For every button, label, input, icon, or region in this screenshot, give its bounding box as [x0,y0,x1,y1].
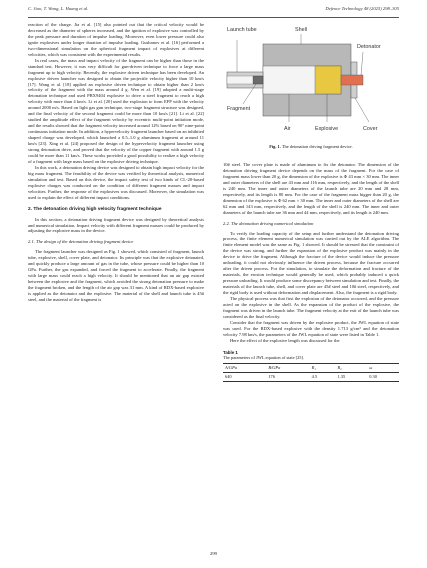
label-detonator: Detonator [357,44,381,50]
page-number: 299 [210,551,217,556]
figure-1 [223,22,399,157]
paragraph: In this work, a detonation driving device was designed to obtain high impact velocity for the big mass fragment. The feasibility of the device was verified by theoretical analysis, numerical simulation and test. Based on this device, the impact safety test of two kinds of CL-20-based explosive charges was conducted on the condition of different fragment masses and impact velocities. Further, the response of the explosives was discussed. Moreover, the simulation was used to explain the effect of different impact conditions. [28,164,204,200]
header-journal: Defence Technology 48 (2025) 298–305 [325,6,399,11]
paragraph: Consider that the fragment was driven by the explosive product, the JWL equation of state was used. For the RDX-based explosive with the density 1.713 g/cm³ and the detonation velocity 7.98 km/s, the parameters of the JWL equation of state were listed in Table 1. [223,319,399,337]
table-header-cell: R₁ [311,364,316,370]
table-header-cell: R₂ [337,364,342,370]
running-header [28,6,399,16]
leader-line [355,98,369,122]
table-label: Table 1 [223,349,238,355]
right-column [223,162,399,382]
header-authors: C. Jiao, T. Wang, L. Huang et al. [28,6,89,11]
table-header-cell: ω [369,364,373,370]
paragraph: The physical process was that first the explosion of the detonator occurred, and the pressure acted on the explosive in the shell. As the expansion of the product of the explosive, the fragment was driven in the launch tube. The fragment velocity at the exit of the launch tube was considered as the final velocity. [223,296,399,319]
subsection-heading: 2.1. The design of the detonation driving fragment device [28,239,134,245]
paragraph: In real cases, the mass and impact velocity of the fragment can be higher than those in the standard test. However, it was very difficult for gun-driven technique to force a large mass fragment up to high velocity. Recently, the explosive driven technique has been developed. An explosive driven launcher was designed to obtain the projectile velocity higher than 10 km/s [17]. Wang et al. [18] applied an explosive driven technique to obtain higher than 2 km/s velocity of the fragment with the mass around 4 g. Wen et al. [19] adopted a multi-stage detonation technique and used PBX9404 explosive to drive a steel fragment to reach a high velocity with more than 4 km/s. Li et al. [20] used the explosion to form EFP with the velocity around 2000 m/s. Based on light gas gun technique, two-stage fragment structure was designed, and the final velocity of the second fragment could be more than 10 km/s [21]. Li et al. [22] studied the amplitude effect of the fragment velocity by eccentric multi-point initiation mode, and the results showed that the fragment velocity increased around 12% based on 90° nine-point continuous initiation mode. In addition, a hypervelocity fragment launcher based on an inhibited shaped charge was developed, which launched a 0.5–1.0 g aluminum fragment at around 11 km/s [23]. Xing et al. [24] proposed the design of the hypervelocity fragment launcher using strong detonation drive, and proved that the velocity of the copper fragment with around 1.5 g could be more than 11 km/s. These works provided a good possibility to realize a high velocity of a fragment with large mass based on the explosive driving technique. [28,57,204,164]
paragraph: In this section, a detonation driving fragment device was designed by theoretical analysis and numerical simulation. Impact velocity with different fragment masses could be produced by adjusting the explosive mass in the device. [28,216,204,234]
left-column [28,22,204,303]
subsection-heading: 2.2. The detonation driving numerical simulation [223,220,314,226]
fragment-body [253,76,263,84]
detonator-body [341,75,363,85]
leader-line [361,52,363,75]
table-header-cell: A/GPa [225,364,237,370]
table-caption [223,350,399,361]
table-1 [223,350,399,382]
device-diagram [223,22,399,142]
label-launch-tube: Launch tube [227,27,257,33]
table-header-cell: B/GPa [268,364,281,370]
label-explosive: Explosive [315,126,339,132]
explosive-charge [315,66,341,94]
label-air: Air [284,126,291,132]
table-cell: 1.35 [337,373,346,379]
label-shell: Shell [295,27,307,33]
paragraph: 10# steel. The cover plate is made of aluminum to fix the detonator. The dimension of the detonation driving fragment device depends on the mass of the fragment. For the case of fragment mass lower than 20 g, the dimension of the explosive is Φ 43 mm × 30 mm. The inner and outer diameters of the shell are 43 mm and 116 mm, respectively, and the length of the shell is 240 mm. The inner and outer diameters of the launch tube are 20 mm and 28 mm, respectively, and its length is 80 mm. For the case of the fragment mass bigger than 20 g, the dimension of the explosive is Φ 62 mm × 30 mm. The inner and outer diameters of the shell are 62 mm and 143 mm, respectively, and the length of the shell is 240 mm. The inner and outer diameters of the launch tube are 36 mm and 44 mm, respectively, and its length is 240 mm. [223,162,399,215]
paragraph: The fragment launcher was designed as Fig. 1 showed, which consisted of fragment, launch tube, explosive, shell, cover plate, and detonator. Its principle was that the explosive detonated, and quickly produce a large amount of gas in the tube, whose pressure could be higher than 10 GPa. Further, the gas expanded, and forced the fragment to accelerate. Finally, the fragment with large mass could reach a high velocity. It should be mentioned that an air gap existed between the explosive and the fragment, which avoided the strong detonation pressure to make the fragment broken, and the length of the air gap was 31 mm. A kind of RDX-based explosive is applied as the detonator and the explosive. The material of the shell and launch tube is 45# steel, and the material of the fragment is [28,249,204,302]
label-fragment: Fragment [227,106,251,112]
section-heading: 2. The detonation driving high velocity fragment technique [28,206,162,212]
paragraph: reaction of the charge. Jia et al. [15] also pointed out that the critical velocity would be decreased as the diameter of spheres increased, and the ignition of explosive was controlled by the peak pressure and duration of impulse loading. Moreover, even lower pressure could also ignite explosives under longer duration of impulse loading. Gushanov et al. [16] performed a two-dimensional simulation on the spherical fragment impact of explosives at different velocities, which was consistent with the experimental results. [28,22,204,57]
table-header-row [223,363,399,372]
table-row [223,372,399,381]
paragraph: Here the effect of the explosive length was discussed for the [230,337,340,343]
table-cell: 640 [225,373,232,379]
figure-caption [223,144,399,149]
label-cover: Cover [363,126,378,132]
paragraph: To verify the loading capacity of the setup and further understand the detonation driving process, the finite element numerical simulation was carried out by the ALE algorithm. The finite element model was the same as Fig. 1 showed. It should be stressed that the constraint of the device was strong, and further the expansion of the explosive product was mainly in the device to drive the fragment. Although the fracture of the device would induce the pressure unloading, it could not obviously influence the driven process, because the fracture occurred after the driven process. For the simulation, to simulate the deformation and fracture of the materials, the erosion technique would generally be used, which probably induced a quick pressure unloading. It would produce some discrepancy between simulation and test. Finally, the materials of the launch tube, shell, and cover plate are 45# steel and 10# steel, respectively, and the rigid body is used without deformation and displacement. Also, the fragment is a rigid body. [223,230,399,296]
table-cell: 4.5 [311,373,318,379]
jwl-table [223,363,399,382]
figure-caption-label: Fig. 1. [269,144,281,149]
table-title: The parameters of JWL equation of state [25]. [223,355,305,361]
table-cell: 176 [268,373,275,379]
figure-caption-text: The detonation driving fragment device. [280,144,353,149]
header-rule [28,17,399,18]
table-cell: 0.30 [369,373,377,379]
